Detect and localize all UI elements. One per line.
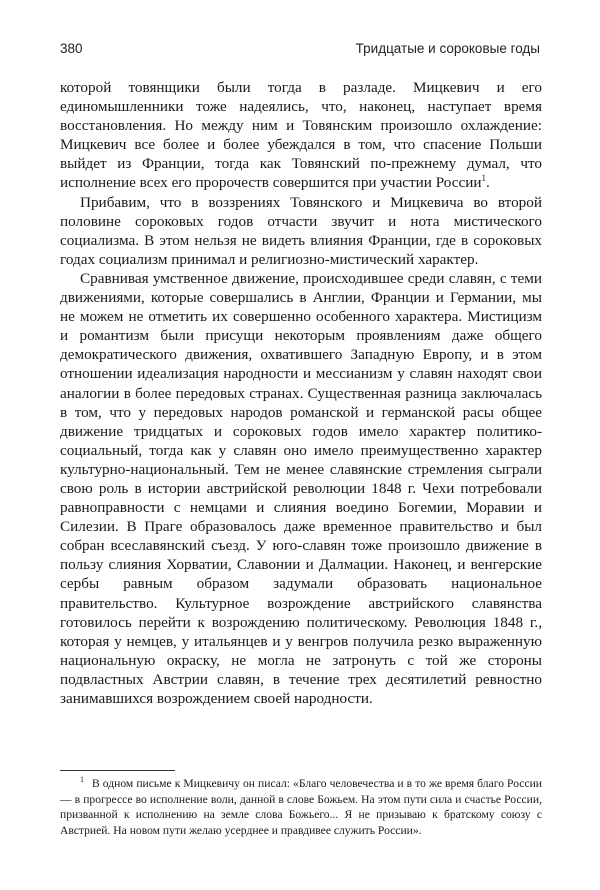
footnote-mark: 1: [80, 775, 84, 785]
running-title: Тридцатые и сороковые годы: [355, 41, 540, 56]
footnote-text: В одном письме к Мицкевичу он писал: «Благо человечества и в то же время благо России — в прогрессе во исполнение воли, данной в слове Божьем. На этом пути сила и счастье России, призванной к исполнению на земле слова Божьего... Я не призываю к братскому союзу с Австрией. На новом пути желаю усерднее и правдивее служить России».: [60, 777, 542, 837]
footnote: [60, 776, 542, 838]
page-number: 380: [60, 41, 83, 56]
footnote-divider: [60, 770, 175, 771]
paragraph-3: Сравнивая умственное движение, происходившее среди славян, с теми движениями, которые совершались в Англии, Франции и Германии, мы не можем не отметить их совершенно особенного характера. Мистицизм и романтизм были присущи некоторым проявлениям даже общего демократического движения, охватившего Западную Европу, и в этом отношении идеализация народности и мессианизм у славян находят свои аналогии в более передовых странах. Существенная разница заключалась в том, что у передовых народов романской и германской расы общее движение тридцатых и сороковых годов имело характер политико-социальный, тогда как у славян оно имело преимущественно характер культурно-национальный. Тем не менее славянские стремления сыграли свою роль в истории австрийской революции 1848 г. Чехи потребовали равноправности с немцами и слияния воедино Богемии, Моравии и Силезии. В Праге образовалось даже временное правительство и был собран всеславянский съезд. У юго-славян тоже произошло движение в пользу слияния Хорватии, Славонии и Далмации. Наконец, и венгерские сербы равным образом задумали образовать национальное правительство. Культурное возрождение австрийского славянства готовилось перейти к возрождению политическому. Революция 1848 г., которая у немцев, у итальянцев и у венгров получила резко выраженную национальную окраску, не могла не затронуть с той же стороны подвластных Австрии славян, в течение трех десятилетий ревностно занимавшихся возрождением своей народности.: [60, 269, 542, 707]
paragraph-1-text: которой товянщики были тогда в разладе. Мицкевич и его единомышленники тоже надеялись, что, наконец, наступает время восстановления. Но между ним и Товянским произошло охлаждение: Мицкевич все более и более убеждался в том, что спасение Польши выйдет из Франции, тогда как Товянский по-прежнему думал, что исполнение всех его пророчеств совершится при участии России: [60, 79, 542, 192]
paragraph-1-end: .: [486, 174, 490, 192]
footnote-ref[interactable]: 1: [481, 173, 487, 184]
body-text: [60, 78, 542, 708]
paragraph-2: Прибавим, что в воззрениях Товянского и Мицкевича во второй половине сороковых годов отчасти звучит и нота мистического социализма. В этом нельзя не видеть влияния Франции, где в сороковых годах социализм принимал и религиозно-мистический характер.: [60, 193, 542, 268]
paragraph-1: [60, 78, 542, 193]
page-header: [60, 41, 540, 63]
